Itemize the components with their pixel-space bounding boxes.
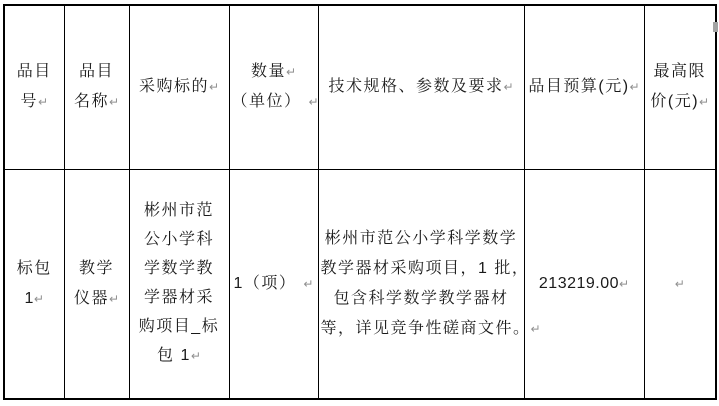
cell-text: 购项目_标	[138, 318, 220, 336]
cell-spec	[318, 169, 541, 399]
cell-quantity	[229, 169, 318, 399]
header-cell-budget	[524, 5, 644, 169]
paragraph-mark-icon: ↵	[629, 80, 640, 95]
cell-item-name	[64, 169, 129, 399]
cell-text: 彬州市范公小学科学数学	[324, 229, 518, 247]
header-text: （单位）	[231, 93, 302, 111]
cell-package-no	[4, 169, 64, 399]
paragraph-mark-icon: ↵	[503, 80, 514, 95]
paragraph-mark-icon: ↵	[108, 291, 120, 306]
paragraph-mark-icon: ↵	[190, 349, 201, 364]
header-cell-spec	[318, 5, 524, 169]
paragraph-mark-icon: ↵	[285, 65, 297, 80]
cell-text: 包 1	[157, 347, 191, 365]
paragraph-mark-icon: ↵	[208, 80, 220, 95]
paragraph-mark-icon: ↵	[37, 95, 49, 110]
cell-text: 学数学教	[143, 260, 214, 278]
cell-text: 包含科学数学教学器材	[333, 289, 509, 307]
cell-max-price	[644, 169, 716, 399]
paragraph-mark-icon: ↵	[674, 276, 685, 291]
cell-text: 教学器材采购项目，1 批，	[320, 259, 530, 277]
header-text: 价(元)	[650, 93, 700, 111]
cell-text: 公小学科	[143, 231, 214, 249]
header-cell-item-name	[64, 5, 129, 169]
paragraph-mark-icon: ↵	[619, 276, 630, 291]
paragraph-mark-icon: ↵	[108, 95, 120, 110]
cell-text: 1（项）	[233, 274, 297, 292]
paragraph-mark-icon: ↵	[699, 95, 710, 110]
header-text: 号	[20, 93, 38, 111]
cell-text: 学器材采	[143, 289, 214, 307]
procurement-items-table	[3, 4, 717, 400]
header-cell-quantity	[229, 5, 318, 169]
header-cell-item-no	[4, 5, 64, 169]
header-text: 品目预算(元)	[528, 78, 630, 96]
cell-text: 1	[24, 289, 34, 307]
paragraph-mark-icon: ↵	[303, 276, 314, 291]
header-text: 采购标的	[138, 78, 209, 96]
header-cell-max-price	[644, 5, 716, 169]
header-text: 品目	[78, 63, 114, 81]
header-text: 品目	[16, 63, 52, 81]
table-data-row	[4, 169, 716, 399]
table-header-row	[4, 5, 716, 169]
paragraph-mark-icon: ↵	[530, 321, 541, 336]
paragraph-mark-icon: ↵	[33, 291, 44, 306]
cell-budget	[524, 169, 644, 399]
cell-subject	[129, 169, 229, 399]
cell-text: 仪器	[73, 289, 109, 307]
header-text: 最高限	[653, 63, 706, 81]
cell-text: 标包	[16, 259, 52, 277]
cell-text: 213219.00	[538, 274, 620, 292]
cell-text: 等，详见竞争性磋商文件。	[320, 319, 531, 337]
cell-text: 彬州市范	[143, 202, 214, 220]
paragraph-mark-icon: ↵	[308, 95, 319, 110]
cell-text: 教学	[78, 259, 114, 277]
header-text: 技术规格、参数及要求	[328, 78, 504, 96]
header-text: 数量	[250, 63, 286, 81]
header-cell-subject	[129, 5, 229, 169]
header-text: 名称	[73, 93, 109, 111]
table-end-paragraph-mark-icon	[713, 22, 718, 32]
